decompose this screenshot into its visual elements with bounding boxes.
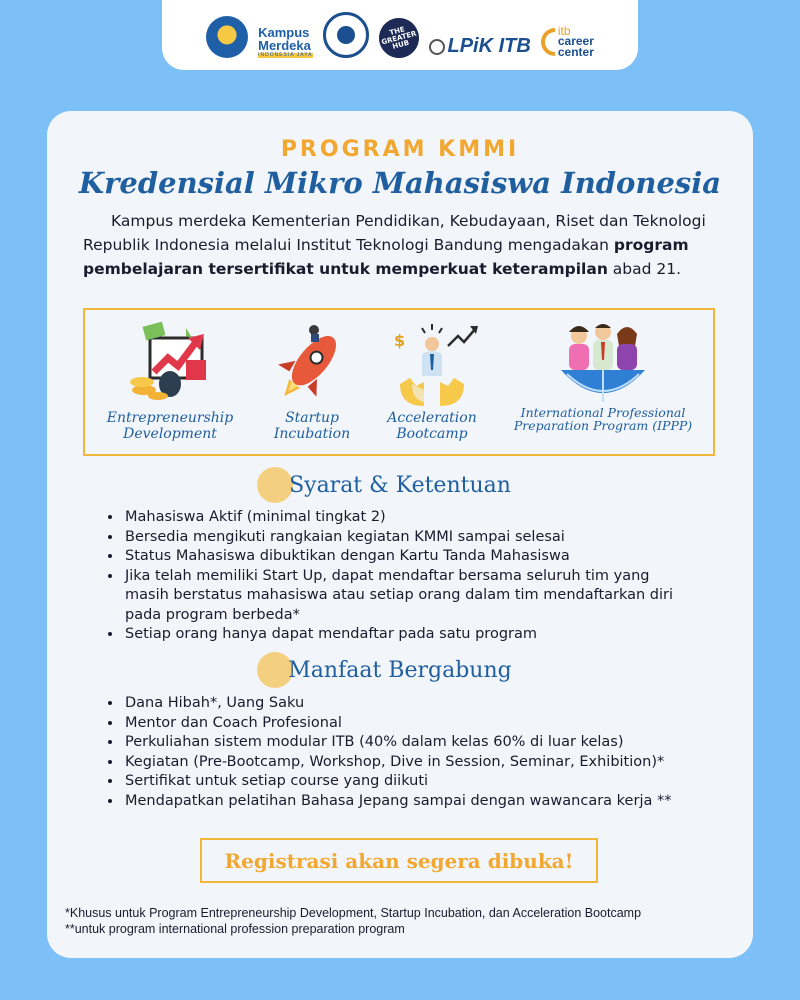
program-label-startup: Startup Incubation: [273, 410, 351, 442]
tut-wuri-handayani-icon: [206, 16, 248, 58]
program-entrepreneurship: [85, 310, 255, 454]
greater-hub-logo: [379, 18, 419, 58]
syarat-item: • Status Mahasiswa dibuktikan dengan Kartu Tanda Mahasiswa: [123, 547, 683, 567]
rocket-icon: [267, 320, 357, 406]
manfaat-list: [109, 694, 683, 811]
syarat-item: • Bersedia mengikuti rangkaian kegiatan KMMI sampai selesai: [123, 528, 683, 548]
manfaat-item: • Perkuliahan sistem modular ITB (40% dalam kelas 60% di luar kelas): [123, 733, 683, 753]
greater-hub-text: THE GREATER HUB: [374, 14, 423, 63]
footnotes: [65, 905, 641, 937]
globe-people-icon: [555, 320, 651, 406]
lpik-dot-icon: [429, 39, 445, 55]
svg-text:$: $: [394, 331, 406, 350]
career-center-word-1: career: [557, 34, 594, 49]
programs-box: [83, 308, 715, 456]
manfaat-item: • Kegiatan (Pre-Bootcamp, Workshop, Dive in Session, Seminar, Exhibition)*: [123, 753, 683, 773]
kampus-merdeka-tagline: INDONESIA JAYA: [258, 52, 313, 58]
egg-hatch-icon: [384, 320, 480, 406]
manfaat-title-text: Manfaat Bergabung: [288, 658, 512, 683]
footnote-1: *Khusus untuk Program Entrepreneurship Development, Startup Incubation, dan Acceleration Bootcamp: [65, 906, 642, 920]
itb-logo: [323, 12, 369, 58]
program-label-entrepreneurship: Entrepreneurship Development: [106, 410, 234, 442]
kampus-merdeka-logo: [258, 26, 312, 58]
intro-text-2: abad 21.: [607, 260, 682, 278]
program-label-ippp: International Professional Preparation Program (IPPP): [513, 405, 693, 433]
manfaat-item: • Sertifikat untuk setiap course yang diikuti: [123, 772, 683, 792]
career-center-itb: itb: [557, 23, 571, 38]
syarat-item: • Mahasiswa Aktif (minimal tingkat 2): [123, 508, 683, 528]
program-startup: [257, 310, 367, 454]
career-center-swirl-icon: [541, 28, 555, 56]
intro-text-1: Kampus merdeka Kementerian Pendidikan, Kebudayaan, Riset dan Teknologi Republik Indonesia melalui Institut Teknologi Bandung mengadakan: [83, 212, 706, 254]
partner-logo-bar: [162, 0, 638, 70]
program-label: PROGRAM KMMI: [280, 137, 520, 162]
kemendikbud-logo: [206, 16, 248, 58]
syarat-section-title: [47, 473, 753, 498]
footnote-2: **untuk program international profession preparation program: [65, 922, 405, 936]
lpik-text: LPiK ITB: [447, 35, 531, 57]
intro-text-bold: program pembelajaran tersertifikat untuk memperkuat keterampilan: [83, 236, 689, 278]
syarat-item: • Jika telah memiliki Start Up, dapat mendaftar bersama seluruh tim yang masih berstatus mahasiswa atau setiap orang dalam tim mendaftarkan diri pada program berbeda*: [123, 567, 683, 626]
title-dot-icon: [257, 467, 293, 503]
career-center-word-2: center: [557, 45, 594, 60]
money-chart-icon: [124, 320, 216, 406]
lpik-itb-logo: [429, 35, 531, 58]
page-title: Kredensial Mikro Mahasiswa Indonesia: [78, 166, 722, 200]
program-ippp: [505, 310, 701, 454]
itb-seal-icon: [323, 12, 369, 58]
program-acceleration: [373, 310, 491, 454]
program-label-acceleration: Acceleration Bootcamp: [387, 410, 477, 442]
kampus-merdeka-word-1: Kampus: [258, 25, 310, 40]
syarat-title-text: Syarat & Ketentuan: [289, 473, 511, 498]
itb-career-center-logo: [541, 23, 594, 60]
manfaat-section-title: [47, 658, 753, 683]
syarat-item: • Setiap orang hanya dapat mendaftar pada satu program: [123, 625, 683, 645]
intro-paragraph: [83, 209, 723, 281]
registration-banner: Registrasi akan segera dibuka!: [200, 838, 598, 883]
syarat-list: [109, 508, 683, 645]
kampus-merdeka-word-2: Merdeka: [258, 38, 311, 53]
manfaat-item: • Mendapatkan pelatihan Bahasa Jepang sampai dengan wawancara kerja **: [123, 792, 683, 812]
info-card: [47, 111, 753, 958]
manfaat-item: • Dana Hibah*, Uang Saku: [123, 694, 683, 714]
manfaat-item: • Mentor dan Coach Profesional: [123, 714, 683, 734]
